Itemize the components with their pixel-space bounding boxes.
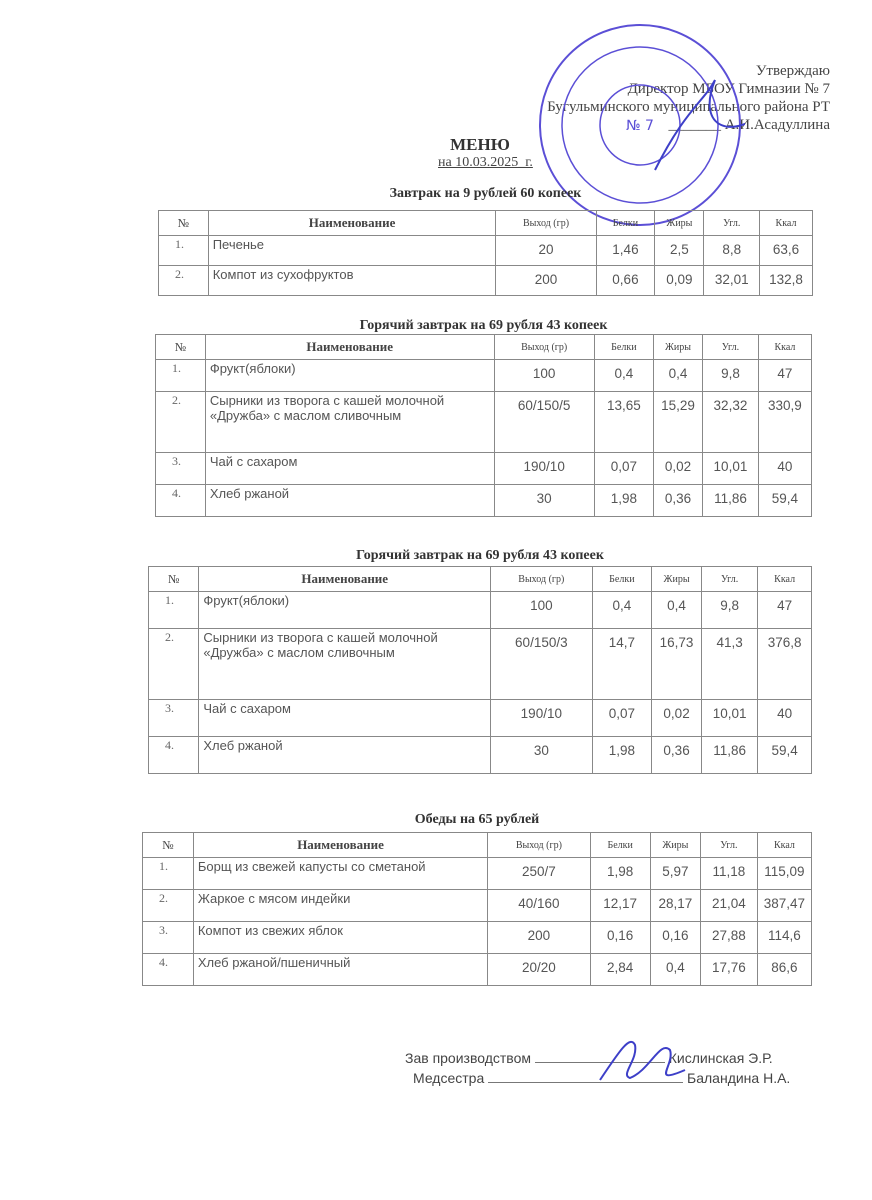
row-number: 2. (149, 629, 199, 700)
column-header: Угл. (701, 567, 757, 592)
dish-name: Фрукт(яблоки) (199, 592, 491, 629)
nutrition-value: 41,3 (701, 629, 757, 700)
nutrition-value: 115,09 (757, 858, 811, 890)
section-heading: Горячий завтрак на 69 рубля 43 копеек (359, 318, 608, 333)
approval-line: _______ А.И.Асадуллина (668, 117, 830, 133)
dish-name: Чай с сахаром (199, 699, 491, 736)
nutrition-value: 14,7 (592, 629, 652, 700)
signature-name: Кислинская Э.Р. (668, 1050, 773, 1066)
row-number: 3. (149, 699, 199, 736)
nutrition-value: 100 (494, 360, 594, 392)
nutrition-value: 2,84 (590, 954, 650, 986)
nutrition-value: 16,73 (652, 629, 702, 700)
section-heading: Завтрак на 9 рублей 60 копеек (389, 186, 582, 201)
nutrition-value: 20 (496, 236, 596, 266)
row-number: 2. (143, 890, 194, 922)
row-number: 1. (143, 858, 194, 890)
signature-name: Баландина Н.А. (687, 1070, 791, 1086)
nutrition-value: 0,4 (650, 954, 700, 986)
column-header: Выход (гр) (488, 833, 590, 858)
table-row (156, 485, 812, 517)
nutrition-value: 10,01 (703, 453, 759, 485)
table-row (156, 360, 812, 392)
dish-name: Хлеб ржаной (205, 485, 494, 517)
row-number: 2. (156, 392, 206, 453)
dish-name: Жаркое с мясом индейки (193, 890, 487, 922)
nutrition-value: 9,8 (703, 360, 759, 392)
row-number: 3. (156, 453, 206, 485)
dish-name: Чай с сахаром (205, 453, 494, 485)
column-header: Выход (гр) (496, 211, 596, 236)
handwritten-signature-icon (590, 1030, 700, 1090)
nutrition-value: 387,47 (757, 890, 811, 922)
section-heading: Горячий завтрак на 69 рубля 43 копеек (356, 548, 604, 563)
row-number: 4. (149, 736, 199, 773)
nutrition-value: 0,4 (653, 360, 702, 392)
column-header: Наименование (205, 335, 494, 360)
table-row (143, 922, 812, 954)
table-row (143, 858, 812, 890)
menu-table (142, 832, 812, 986)
dish-name: Сырники из творога с кашей молочной «Дружба» с маслом сливочным (199, 629, 491, 700)
nutrition-value: 0,36 (653, 485, 702, 517)
nutrition-value: 0,36 (652, 736, 702, 773)
nutrition-value: 0,02 (653, 453, 702, 485)
nutrition-value: 8,8 (704, 236, 760, 266)
table-row (143, 890, 812, 922)
nutrition-value: 17,76 (700, 954, 757, 986)
column-header: Наименование (193, 833, 487, 858)
table-row (143, 954, 812, 986)
nutrition-value: 60/150/5 (494, 392, 594, 453)
column-header: Ккал (758, 335, 811, 360)
dish-name: Хлеб ржаной (199, 736, 491, 773)
column-header: Белки (592, 567, 652, 592)
nutrition-value: 0,02 (652, 699, 702, 736)
svg-text:№ 7: № 7 (626, 118, 654, 134)
nutrition-value: 21,04 (700, 890, 757, 922)
column-header: Белки (590, 833, 650, 858)
row-number: 2. (159, 266, 209, 296)
nutrition-value: 59,4 (758, 736, 812, 773)
nutrition-value: 250/7 (488, 858, 590, 890)
column-header: Жиры (655, 211, 704, 236)
nutrition-value: 100 (491, 592, 592, 629)
menu-table (155, 334, 812, 517)
menu-table (148, 566, 812, 774)
nutrition-value: 1,98 (594, 485, 653, 517)
row-number: 3. (143, 922, 194, 954)
nutrition-value: 86,6 (757, 954, 811, 986)
dish-name: Компот из сухофруктов (208, 266, 496, 296)
nutrition-value: 11,86 (703, 485, 759, 517)
nutrition-value: 0,4 (652, 592, 702, 629)
column-header: Жиры (650, 833, 700, 858)
column-header: Наименование (199, 567, 491, 592)
nutrition-value: 63,6 (760, 236, 813, 266)
row-number: 4. (143, 954, 194, 986)
nutrition-value: 11,18 (700, 858, 757, 890)
column-header: Угл. (703, 335, 759, 360)
nutrition-value: 0,16 (590, 922, 650, 954)
column-header: Ккал (758, 567, 812, 592)
table-row (149, 736, 812, 773)
nutrition-value: 5,97 (650, 858, 700, 890)
table-row (149, 629, 812, 700)
column-header: № (159, 211, 209, 236)
approval-line: Директор МБОУ Гимназии № 7 (627, 81, 830, 97)
nutrition-value: 190/10 (491, 699, 592, 736)
dish-name: Фрукт(яблоки) (205, 360, 494, 392)
nutrition-value: 0,66 (596, 266, 655, 296)
row-number: 1. (159, 236, 209, 266)
nutrition-value: 0,09 (655, 266, 704, 296)
nutrition-value: 30 (494, 485, 594, 517)
column-header: Угл. (700, 833, 757, 858)
table-header-row (156, 335, 812, 360)
column-header: Ккал (760, 211, 813, 236)
nutrition-value: 0,07 (592, 699, 652, 736)
nutrition-value: 11,86 (701, 736, 757, 773)
table-header-row (159, 211, 813, 236)
column-header: Белки (594, 335, 653, 360)
column-header: Выход (гр) (491, 567, 592, 592)
column-header: Наименование (208, 211, 496, 236)
nutrition-value: 0,16 (650, 922, 700, 954)
nutrition-value: 190/10 (494, 453, 594, 485)
row-number: 4. (156, 485, 206, 517)
nutrition-value: 1,46 (596, 236, 655, 266)
signature-role: Медсестра (413, 1070, 485, 1086)
nutrition-value: 27,88 (700, 922, 757, 954)
nutrition-value: 60/150/3 (491, 629, 592, 700)
approval-line: Утверждаю (755, 63, 830, 79)
table-header-row (143, 833, 812, 858)
nutrition-value: 59,4 (758, 485, 811, 517)
nutrition-value: 32,01 (704, 266, 760, 296)
nutrition-value: 1,98 (590, 858, 650, 890)
dish-name: Борщ из свежей капусты со сметаной (193, 858, 487, 890)
nutrition-value: 32,32 (703, 392, 759, 453)
column-header: Жиры (652, 567, 702, 592)
column-header: № (156, 335, 206, 360)
dish-name: Сырники из творога с кашей молочной «Дружба» с маслом сливочным (205, 392, 494, 453)
table-row (159, 266, 813, 296)
nutrition-value: 0,4 (592, 592, 652, 629)
table-row (159, 236, 813, 266)
section-heading: Обеды на 65 рублей (414, 812, 540, 827)
dish-name: Хлеб ржаной/пшеничный (193, 954, 487, 986)
nutrition-value: 47 (758, 592, 812, 629)
nutrition-value: 20/20 (488, 954, 590, 986)
table-header-row (149, 567, 812, 592)
dish-name: Печенье (208, 236, 496, 266)
column-header: № (149, 567, 199, 592)
nutrition-value: 15,29 (653, 392, 702, 453)
approval-line: Бугульминского муниципального района РТ (547, 99, 830, 115)
nutrition-value: 114,6 (757, 922, 811, 954)
nutrition-value: 200 (488, 922, 590, 954)
row-number: 1. (149, 592, 199, 629)
column-header: Выход (гр) (494, 335, 594, 360)
nutrition-value: 0,4 (594, 360, 653, 392)
nutrition-value: 40 (758, 453, 811, 485)
nutrition-value: 40/160 (488, 890, 590, 922)
nutrition-value: 330,9 (758, 392, 811, 453)
nutrition-value: 28,17 (650, 890, 700, 922)
nutrition-value: 1,98 (592, 736, 652, 773)
nutrition-value: 376,8 (758, 629, 812, 700)
nutrition-value: 12,17 (590, 890, 650, 922)
table-row (156, 392, 812, 453)
nutrition-value: 30 (491, 736, 592, 773)
nutrition-value: 40 (758, 699, 812, 736)
table-row (156, 453, 812, 485)
row-number: 1. (156, 360, 206, 392)
signature-role: Зав производством (405, 1050, 531, 1066)
column-header: № (143, 833, 194, 858)
nutrition-value: 132,8 (760, 266, 813, 296)
nutrition-value: 9,8 (701, 592, 757, 629)
menu-table (158, 210, 813, 296)
nutrition-value: 10,01 (701, 699, 757, 736)
column-header: Жиры (653, 335, 702, 360)
table-row (149, 699, 812, 736)
nutrition-value: 0,07 (594, 453, 653, 485)
nutrition-value: 2,5 (655, 236, 704, 266)
column-header: Белки (596, 211, 655, 236)
dish-name: Компот из свежих яблок (193, 922, 487, 954)
column-header: Угл. (704, 211, 760, 236)
nutrition-value: 47 (758, 360, 811, 392)
table-row (149, 592, 812, 629)
column-header: Ккал (757, 833, 811, 858)
page-title: МЕНЮ (450, 135, 510, 154)
nutrition-value: 200 (496, 266, 596, 296)
menu-date: на 10.03.2025_г. (438, 155, 533, 170)
nutrition-value: 13,65 (594, 392, 653, 453)
